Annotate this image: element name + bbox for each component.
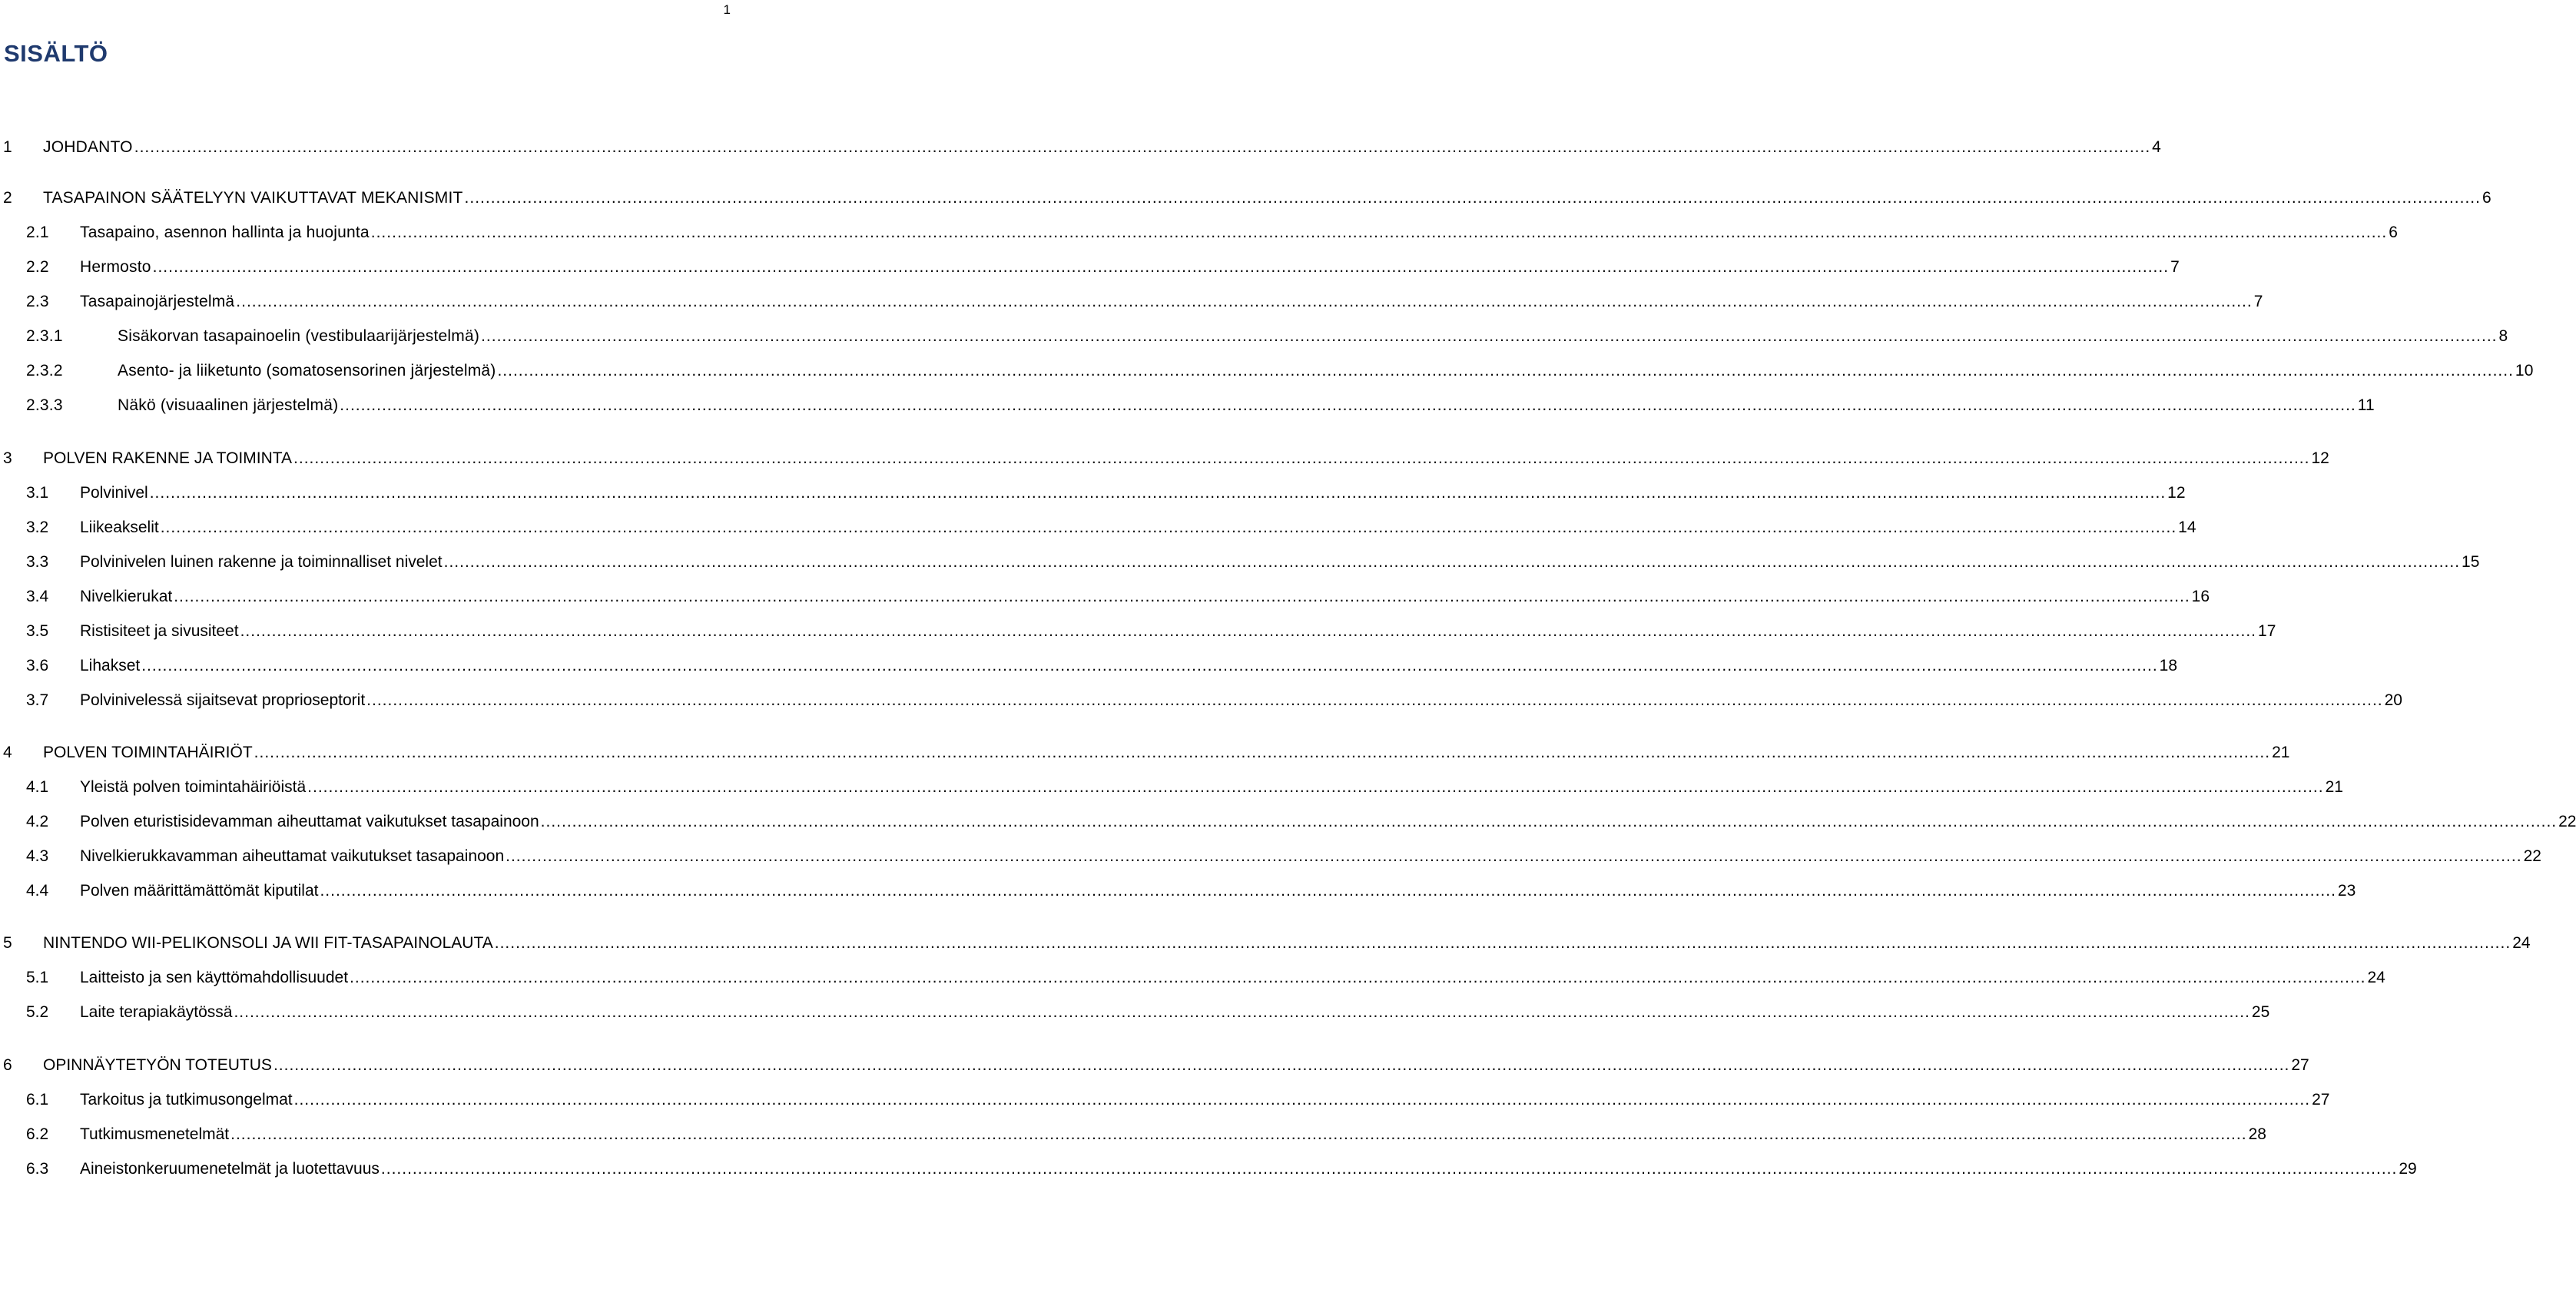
toc-entry-title: Tutkimusmenetelmät <box>80 1125 230 1143</box>
toc-entry[interactable] <box>0 362 2534 388</box>
toc-entry-leader <box>381 1160 2397 1178</box>
toc-entry-title: Polven eturistisidevamman aiheuttamat vaikutukset tasapainoon <box>80 813 539 830</box>
toc-entry[interactable] <box>0 189 2491 215</box>
toc-entry-number: 3.2 <box>26 519 49 536</box>
toc-entry-number: 5 <box>3 934 12 952</box>
toc-entry-page-number: 7 <box>2170 258 2180 276</box>
toc-entry-title: Sisäkorvan tasapainoelin (vestibulaarijärjestelmä) <box>118 327 480 345</box>
toc-entry-number: 5.1 <box>26 969 49 986</box>
toc-entry[interactable] <box>0 744 2290 770</box>
toc-entry-title: Polven määrittämättömät kiputilat <box>80 882 319 900</box>
toc-entry-leader <box>134 138 2150 157</box>
toc-entry[interactable] <box>0 969 2385 995</box>
toc-entry-number: 3.7 <box>26 691 49 709</box>
toc-entry[interactable] <box>0 1125 2266 1152</box>
toc-entry[interactable] <box>0 778 2343 804</box>
toc-entry-title: Liikeakselit <box>80 519 159 536</box>
toc-entry-leader <box>444 553 2460 572</box>
toc-entry-page-number: 29 <box>2399 1160 2417 1178</box>
toc-entry[interactable] <box>0 1056 2309 1082</box>
toc-entry-number: 2.2 <box>26 258 49 276</box>
toc-entry-title: Asento- ja liiketunto (somatosensorinen järjestelmä) <box>118 362 496 379</box>
toc-entry-leader <box>350 969 2365 987</box>
toc-entry-title: Tarkoitus ja tutkimusongelmat <box>80 1091 293 1109</box>
toc-entry[interactable] <box>0 224 2399 250</box>
toc-entry-number: 3.5 <box>26 622 49 640</box>
toc-entry-page-number: 12 <box>2167 484 2186 502</box>
toc-entry-page-number: 7 <box>2253 293 2263 310</box>
toc-entry-page-number: 15 <box>2462 553 2480 571</box>
toc-entry-leader <box>481 327 2497 346</box>
toc-entry-leader <box>230 1125 2246 1144</box>
toc-entry-page-number: 24 <box>2512 934 2531 952</box>
toc-entry-page-number: 21 <box>2272 744 2290 761</box>
toc-entry-number: 4.4 <box>26 882 49 900</box>
toc-entry-leader <box>497 362 2513 380</box>
toc-entry-title: Polvinivelessä sijaitsevat proprioseptorit <box>80 691 366 709</box>
toc-entry[interactable] <box>0 327 2508 353</box>
toc-entry-number: 3.4 <box>26 588 49 605</box>
toc-entry-number: 3.1 <box>26 484 49 502</box>
toc-entry-title: Polvinivel <box>80 484 148 502</box>
toc-entry-number: 4.1 <box>26 778 49 796</box>
toc-entry-number: 6.1 <box>26 1091 49 1109</box>
toc-entry[interactable] <box>0 934 2531 960</box>
toc-entry-number: 1 <box>3 138 12 156</box>
toc-entry-page-number: 6 <box>2389 224 2399 241</box>
toc-title: SISÄLTÖ <box>4 40 108 67</box>
toc-entry-title: Nivelkierukat <box>80 588 173 605</box>
toc-entry[interactable] <box>0 813 2576 839</box>
toc-entry-number: 2.3.1 <box>26 327 63 345</box>
toc-entry-page-number: 23 <box>2337 882 2356 900</box>
toc-entry[interactable] <box>0 847 2541 873</box>
toc-entry-page-number: 20 <box>2384 691 2402 709</box>
toc-entry-number: 2.3 <box>26 293 49 310</box>
toc-entry-title: Aineistonkeruumenetelmät ja luotettavuus <box>80 1160 380 1178</box>
toc-entry-title: Lihakset <box>80 657 141 674</box>
toc-entry-number: 3.3 <box>26 553 49 571</box>
toc-entry-page-number: 12 <box>2311 449 2329 467</box>
toc-entry-number: 3 <box>3 449 12 467</box>
toc-entry-page-number: 22 <box>2558 813 2576 830</box>
toc-entry-title: Hermosto <box>80 258 151 276</box>
toc-entry-page-number: 11 <box>2357 396 2375 414</box>
toc-entry[interactable] <box>0 449 2329 476</box>
toc-entry[interactable] <box>0 657 2178 683</box>
toc-entry[interactable] <box>0 519 2196 545</box>
toc-entry[interactable] <box>0 882 2356 908</box>
toc-entry-leader <box>141 657 2157 675</box>
toc-entry-title: Polvinivelen luinen rakenne ja toiminnalliset nivelet <box>80 553 443 571</box>
toc-entry[interactable] <box>0 258 2180 284</box>
toc-entry-leader <box>294 1091 2310 1109</box>
toc-entry-leader <box>236 293 2252 311</box>
toc-entry-number: 6 <box>3 1056 12 1074</box>
toc-entry[interactable] <box>0 553 2480 579</box>
toc-entry[interactable] <box>0 1160 2417 1186</box>
toc-entry-leader <box>541 813 2557 831</box>
toc-entry-title: JOHDANTO <box>43 138 133 156</box>
toc-entry-title: Näkö (visuaalinen järjestelmä) <box>118 396 339 414</box>
toc-entry-leader <box>495 934 2511 953</box>
toc-entry-leader <box>174 588 2190 606</box>
toc-entry-page-number: 6 <box>2482 189 2491 207</box>
toc-entry-leader <box>506 847 2521 866</box>
toc-entry-number: 2 <box>3 189 12 207</box>
toc-entry-leader <box>254 744 2270 762</box>
toc-entry-leader <box>366 691 2382 710</box>
toc-entry-page-number: 17 <box>2258 622 2276 640</box>
toc-entry-page-number: 21 <box>2325 778 2343 796</box>
toc-entry-number: 3.6 <box>26 657 49 674</box>
toc-entry-page-number: 27 <box>2291 1056 2309 1074</box>
toc-entry-leader <box>150 484 2166 502</box>
toc-entry-leader <box>153 258 2169 277</box>
toc-entry-title: Laite terapiakäytössä <box>80 1003 233 1021</box>
toc-entry-page-number: 25 <box>2251 1003 2270 1021</box>
toc-entry[interactable] <box>0 1091 2330 1117</box>
toc-entry-page-number: 18 <box>2159 657 2178 674</box>
toc-entry-leader <box>234 1003 2249 1022</box>
toc-entry[interactable] <box>0 1003 2270 1029</box>
toc-entry-title: Laitteisto ja sen käyttömahdollisuudet <box>80 969 349 986</box>
toc-entry-title: TASAPAINON SÄÄTELYYN VAIKUTTAVAT MEKANISMIT <box>43 189 463 207</box>
toc-entry-page-number: 22 <box>2523 847 2541 865</box>
toc-entry[interactable] <box>0 396 2375 423</box>
toc-entry-page-number: 16 <box>2191 588 2210 605</box>
toc-entry-number: 4 <box>3 744 12 761</box>
toc-entry[interactable] <box>0 691 2402 717</box>
toc-entry-leader <box>320 882 2336 900</box>
toc-entry-leader <box>465 189 2481 207</box>
toc-entry-page-number: 8 <box>2498 327 2508 345</box>
toc-entry-number: 2.3.3 <box>26 396 63 414</box>
toc-entry-leader <box>293 449 2309 468</box>
toc-entry-title: Yleistä polven toimintahäiriöistä <box>80 778 307 796</box>
toc-entry-leader <box>240 622 2256 641</box>
toc-entry-title: OPINNÄYTETYÖN TOTEUTUS <box>43 1056 272 1074</box>
toc-entry-page-number: 10 <box>2515 362 2534 379</box>
toc-entry-number: 4.2 <box>26 813 49 830</box>
toc-entry-leader <box>274 1056 2289 1075</box>
toc-entry-title: Ristisiteet ja sivusiteet <box>80 622 239 640</box>
toc-entry-number: 6.3 <box>26 1160 49 1178</box>
toc-entry-title: POLVEN TOIMINTAHÄIRIÖT <box>43 744 253 761</box>
toc-entry-number: 2.3.2 <box>26 362 63 379</box>
toc-entry-page-number: 28 <box>2248 1125 2266 1143</box>
toc-entry-page-number: 4 <box>2152 138 2162 156</box>
toc-entry[interactable] <box>0 588 2210 614</box>
toc-entry-title: Tasapaino, asennon hallinta ja huojunta <box>80 224 370 241</box>
toc-entry[interactable] <box>0 138 2162 164</box>
toc-entry-leader <box>340 396 2356 415</box>
toc-entry[interactable] <box>0 293 2263 319</box>
toc-entry-number: 2.1 <box>26 224 49 241</box>
toc-entry-number: 6.2 <box>26 1125 49 1143</box>
toc-entry-page-number: 24 <box>2367 969 2385 986</box>
toc-entry-leader <box>307 778 2323 797</box>
toc-entry-page-number: 27 <box>2312 1091 2330 1109</box>
toc-entry-page-number: 14 <box>2178 519 2196 536</box>
toc-entry[interactable] <box>0 484 2186 510</box>
toc-entry-number: 4.3 <box>26 847 49 865</box>
page-number: 1 <box>723 2 731 17</box>
toc-entry-title: Nivelkierukkavamman aiheuttamat vaikutukset tasapainoon <box>80 847 505 865</box>
toc-entry[interactable] <box>0 622 2276 648</box>
toc-entry-leader <box>161 519 2177 537</box>
toc-entry-number: 5.2 <box>26 1003 49 1021</box>
toc-entry-title: POLVEN RAKENNE JA TOIMINTA <box>43 449 293 467</box>
toc-entry-title: Tasapainojärjestelmä <box>80 293 235 310</box>
toc-entry-title: NINTENDO WII-PELIKONSOLI JA WII FIT-TASAPAINOLAUTA <box>43 934 493 952</box>
toc-entry-leader <box>371 224 2387 242</box>
